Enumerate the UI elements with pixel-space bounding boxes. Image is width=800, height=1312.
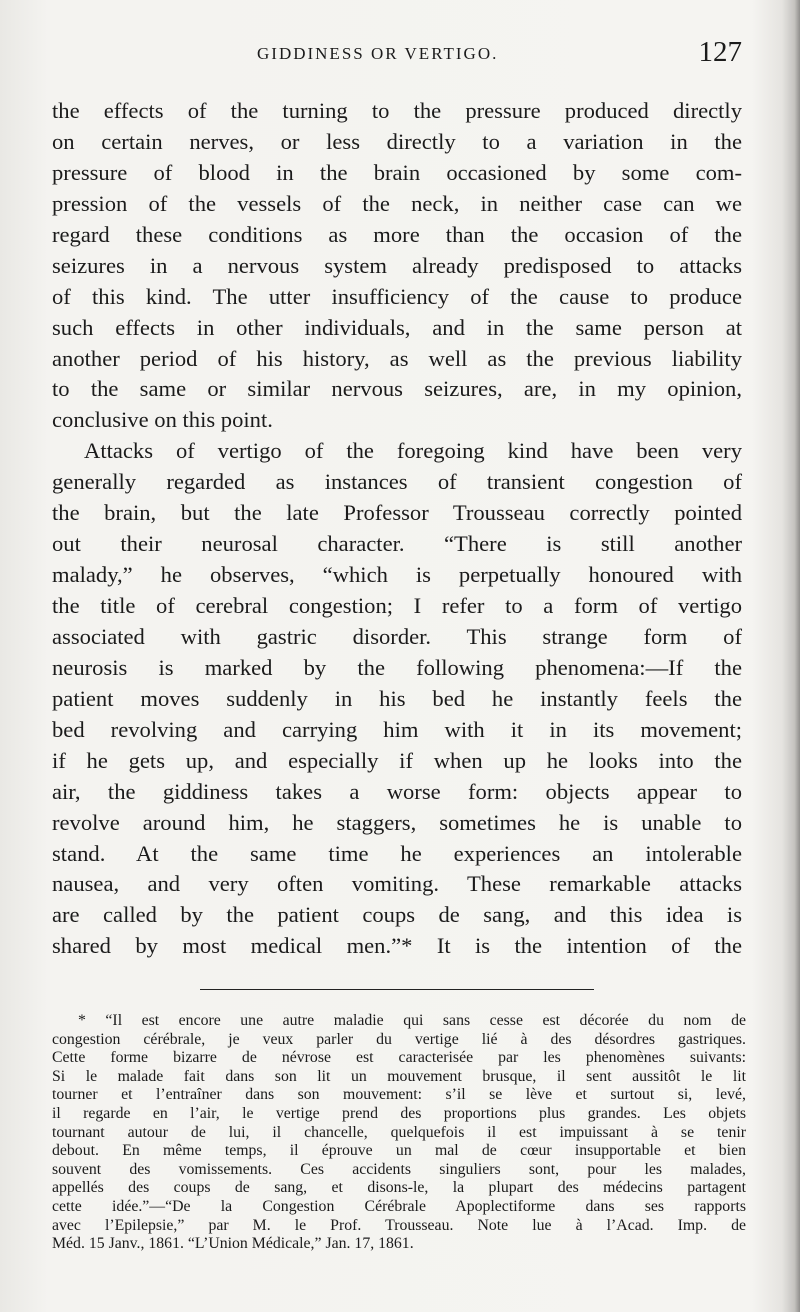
footnote-line: Cette forme bizarre de névrose est caracterisée par les phenomènes suivants: [52, 1049, 746, 1067]
body-line: another period of his history, as well as the previous liability [52, 345, 742, 371]
body-line: of this kind. The utter insufficiency of the cause to produce [52, 283, 742, 309]
body-line: such effects in other individuals, and in the same person at [52, 314, 742, 340]
body-line: on certain nerves, or less directly to a variation in the [52, 128, 742, 154]
body-line: seizures in a nervous system already predisposed to attacks [52, 252, 742, 278]
body-line: the effects of the turning to the pressure produced directly [52, 98, 742, 123]
body-line: stand. At the same time he experiences an intolerable [52, 840, 742, 866]
running-head [52, 36, 746, 76]
footnote-line: appellés des coups de sang, et disons-le, la plupart des médecins partagent [52, 1179, 746, 1197]
body-line: the title of cerebral congestion; I refer to a form of vertigo [52, 593, 742, 618]
body-line: conclusive on this point. [52, 407, 273, 433]
body-line: nausea, and very often vomiting. These remarkable attacks [52, 871, 742, 897]
body-line: generally regarded as instances of transient congestion of [52, 469, 742, 495]
body-line: bed revolving and carrying him with it in its movement; [52, 716, 742, 742]
body-line: air, the giddiness takes a worse form: objects appear to [52, 778, 742, 804]
footnote-line: tourner et l’entraîner dans son mouvement: s’il se lève et surtout si, levé, [52, 1086, 746, 1104]
body-line: shared by most medical men.”* It is the intention of the [52, 933, 742, 959]
body-line: pressure of blood in the brain occasioned by some com- [52, 159, 742, 185]
body-line: associated with gastric disorder. This strange form of [52, 623, 742, 649]
body-line: the brain, but the late Professor Trousseau correctly pointed [52, 500, 742, 526]
body-line: are called by the patient coups de sang, and this idea is [52, 902, 742, 928]
body-line: Attacks of vertigo of the foregoing kind have been very [84, 438, 742, 464]
footnote-line: debout. En même temps, il éprouve un mal de cœur insupportable et bien [52, 1142, 746, 1160]
footnote [52, 1012, 746, 1254]
footnote-line: cette idée.”—“De la Congestion Cérébrale Apoplectiforme dans ses rapports [52, 1197, 746, 1215]
footnote-line: Si le malade fait dans son lit un mouvement brusque, il sent aussitôt le lit [52, 1067, 746, 1085]
body-line: out their neurosal character. “There is still another [52, 531, 742, 557]
body-line: patient moves suddenly in his bed he instantly feels the [52, 685, 742, 711]
footnote-line: avec l’Epilepsie,” par M. le Prof. Trousseau. Note lue à l’Acad. Imp. de [52, 1216, 746, 1234]
footnote-line: tournant autour de lui, il chancelle, quelquefois il est impuissant à se tenir [52, 1123, 746, 1141]
footnote-line: il regarde en l’air, le vertige prend des proportions plus grandes. Les objets [52, 1104, 746, 1122]
body-line: to the same or similar nervous seizures, are, in my opinion, [52, 376, 742, 402]
footnote-rule [200, 989, 594, 990]
body-text [52, 96, 742, 962]
body-line: regard these conditions as more than the occasion of the [52, 221, 742, 247]
footnote-line: * “Il est encore une autre maladie qui sans cesse est décorée du nom de [78, 1012, 746, 1029]
footnote-line: Méd. 15 Janv., 1861. “L’Union Médicale,” Jan. 17, 1861. [52, 1235, 414, 1253]
page-edge-shadow [782, 0, 800, 1312]
body-line: neurosis is marked by the following phenomena:—If the [52, 654, 742, 680]
body-line: if he gets up, and especially if when up he looks into the [52, 747, 742, 773]
running-head-title: GIDDINESS OR VERTIGO. [257, 44, 499, 63]
page-number: 127 [698, 36, 742, 68]
body-line: pression of the vessels of the neck, in neither case can we [52, 190, 742, 216]
body-line: malady,” he observes, “which is perpetually honoured with [52, 562, 742, 588]
footnote-line: souvent des vomissements. Ces accidents singuliers sont, pour les malades, [52, 1160, 746, 1178]
footnote-line: congestion cérébrale, je veux parler du vertige lié à des désordres gastriques. [52, 1030, 746, 1048]
body-line: revolve around him, he staggers, sometimes he is unable to [52, 809, 742, 835]
